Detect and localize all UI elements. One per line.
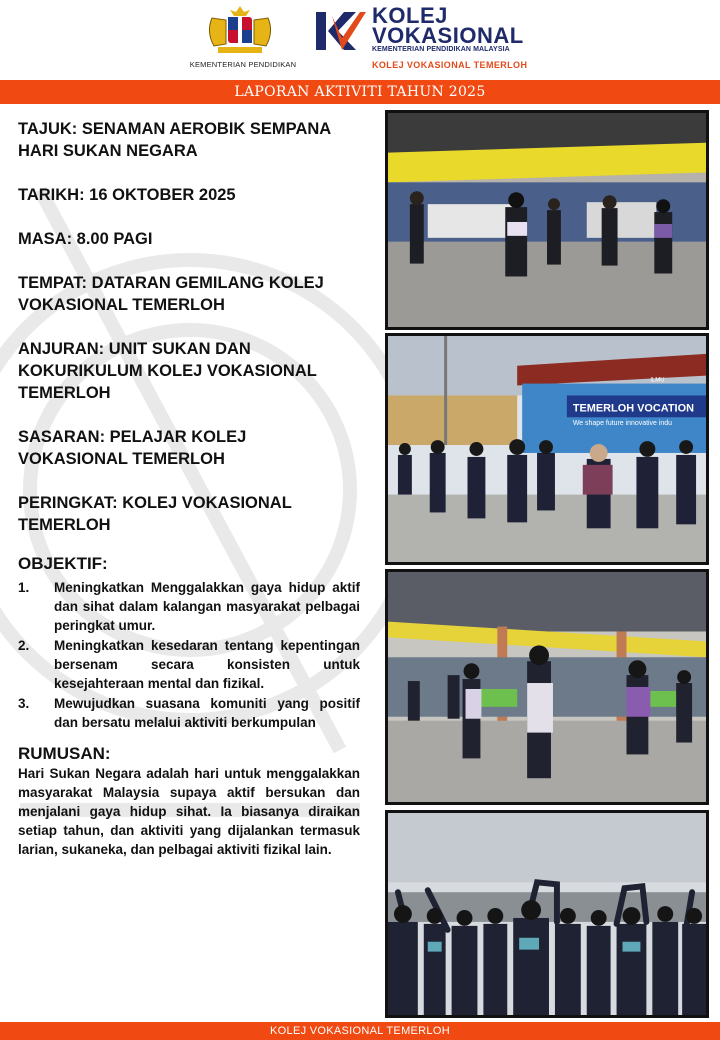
field-tempat: TEMPAT: DATARAN GEMILANG KOLEJ VOKASIONAL TEMERLOH — [18, 274, 324, 314]
activity-photo-3 — [385, 569, 709, 805]
photo-2-sign: TEMERLOH VOCATION — [572, 402, 694, 415]
field-sasaran: SASARAN: PELAJAR KOLEJ VOKASIONAL TEMERLOH — [18, 428, 247, 468]
field-tajuk: TAJUK: SENAMAN AEROBIK SEMPANA HARI SUKAN NEGARA — [18, 120, 331, 160]
kv-title-line2: VOKASIONAL — [372, 23, 524, 48]
list-text: Meningkatkan kesedaran tentang kepentingan bersenam secara konsisten untuk kesejahteraan mental dan fizikal. — [54, 638, 360, 691]
field-tarikh: TARIKH: 16 OKTOBER 2025 — [18, 186, 236, 204]
photo-2-label: ILMU — [650, 377, 665, 384]
photo-1-image — [388, 113, 706, 327]
malaysia-coat-of-arms-icon — [204, 4, 276, 56]
activity-photo-2 — [385, 333, 709, 565]
list-item — [18, 578, 360, 635]
ministry-caption: KEMENTERIAN PENDIDIKAN — [189, 60, 297, 69]
rumusan-text: Hari Sukan Negara adalah hari untuk menggalakkan masyarakat Malaysia supaya aktif bersukan dan menjalani gaya hidup sihat. Ia biasanya diraikan setiap tahun, dan aktiviti yang dijalankan termasuk larian, sukaneka, dan pelbagai aktiviti fizikal lain. — [18, 766, 360, 857]
field-masa: MASA: 8.00 PAGI — [18, 230, 153, 248]
photo-4-image — [388, 813, 706, 1015]
field-anjuran: ANJURAN: UNIT SUKAN DAN KOKURIKULUM KOLEJ VOKASIONAL TEMERLOH — [18, 340, 317, 402]
kv-title-line1: KOLEJ — [372, 3, 448, 28]
footer: KOLEJ VOKASIONAL TEMERLOH — [0, 1022, 720, 1040]
kolej-vokasional-logo-icon — [312, 8, 368, 54]
rumusan-title: RUMUSAN: — [18, 744, 111, 763]
objektif-title: OBJEKTIF: — [18, 554, 108, 573]
header — [0, 0, 720, 78]
list-text: Mewujudkan suasana komuniti yang positif dan bersatu melalui aktiviti berkumpulan — [54, 696, 360, 730]
kv-title — [372, 3, 524, 48]
list-number: 1. — [18, 580, 30, 595]
photo-3-image — [388, 572, 706, 802]
report-banner: LAPORAN AKTIVITI TAHUN 2025 — [0, 80, 720, 104]
list-item — [18, 636, 360, 693]
photo-2-tagline: We shape future innovative indu — [572, 420, 672, 428]
objektif-list — [18, 578, 360, 732]
report-content — [18, 118, 360, 859]
kv-campus: KOLEJ VOKASIONAL TEMERLOH — [372, 60, 528, 70]
field-peringkat: PERINGKAT: KOLEJ VOKASIONAL TEMERLOH — [18, 494, 292, 534]
activity-photo-4 — [385, 810, 709, 1018]
list-number: 3. — [18, 696, 30, 711]
activity-photo-1 — [385, 110, 709, 330]
list-item — [18, 694, 360, 732]
kv-subtitle: KEMENTERIAN PENDIDIKAN MALAYSIA — [372, 46, 510, 53]
photo-2-image — [388, 336, 706, 562]
list-number: 2. — [18, 638, 30, 653]
list-text: Meningkatkan Menggalakkan gaya hidup aktif dan sihat dalam kalangan masyarakat pelbagai peringkat umur. — [54, 580, 360, 633]
